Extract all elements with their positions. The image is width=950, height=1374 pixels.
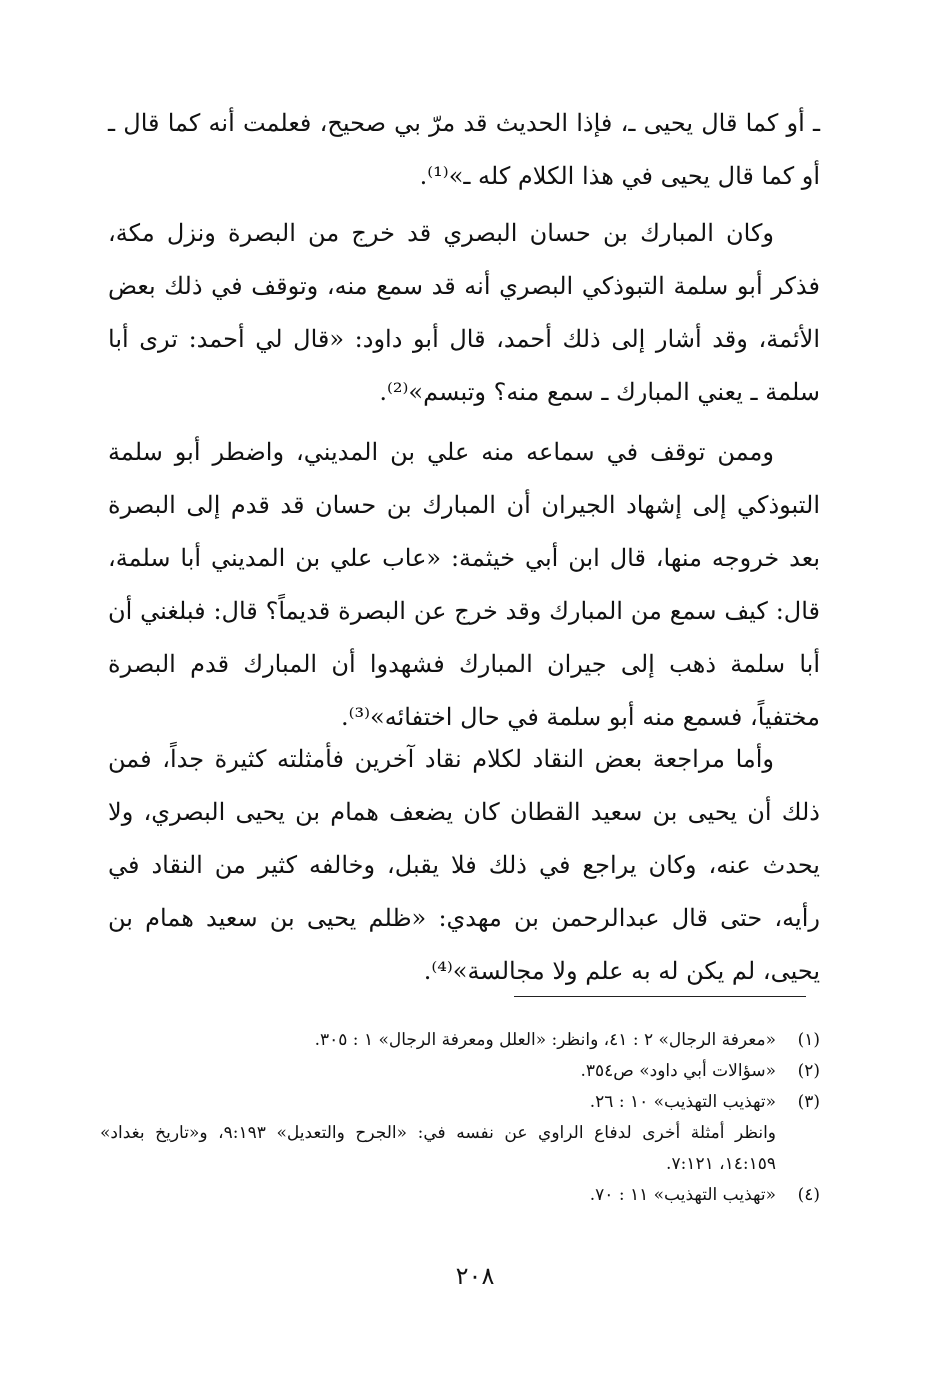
- paragraph-4: وأما مراجعة بعض النقاد لكلام نقاد آخرين فأمثلته كثيرة جداً، فمن ذلك أن يحيى بن سعيد القطان كان يضعف همام بن يحيى البصري، ولا يحدث عنه، وكان يراجع في ذلك فلا يقبل، وخالفه كثير من النقاد في رأيه، حتى قال عبدالرحمن بن مهدي: «ظلم يحيى بن سعيد همام بن يحيى، لم يكن له به علم ولا مجالسة»⁽⁴⁾.: [108, 745, 820, 985]
- footnotes: [100, 1025, 820, 1211]
- footnote-number: (٤): [797, 1185, 820, 1205]
- footnote-number: (٢): [797, 1061, 820, 1081]
- footnote-number: (١): [797, 1030, 820, 1050]
- paragraph-3: وممن توقف في سماعه منه علي بن المديني، واضطر أبو سلمة التبوذكي إلى إشهاد الجيران أن المبارك بن حسان قد قدم إلى البصرة بعد خروجه منها، قال ابن أبي خيثمة: «عاب علي بن المديني أبا سلمة، قال: كيف سمع من المبارك وقد خرج عن البصرة قديماً؟ قال: فبلغني أن أبا سلمة ذهب إلى جيران المبارك فشهدوا أن المبارك قدم البصرة مختفياً، فسمع منه أبو سلمة في حال اختفائه»⁽³⁾.: [108, 438, 820, 731]
- footnote-3: [100, 1087, 820, 1118]
- footnote-1: [100, 1025, 820, 1056]
- paragraph-1: ـ أو كما قال يحيى ـ، فإذا الحديث قد مرّ بي صحيح، فعلمت أنه كما قال ـ أو كما قال يحيى في هذا الكلام كله ـ»⁽¹⁾.: [108, 109, 820, 190]
- footnote-number: (٣): [797, 1092, 820, 1112]
- footnote-3-continuation: وانظر أمثلة أخرى لدفاع الراوي عن نفسه في: «الجرح والتعديل» ٩:١٩٣، و«تاريخ بغداد» ١٤:١٥٩، ٧:١٢١.: [100, 1123, 777, 1174]
- paragraph-2: وكان المبارك بن حسان البصري قد خرج من البصرة ونزل مكة، فذكر أبو سلمة التبوذكي البصري أنه قد سمع منه، وتوقف في ذلك بعض الأئمة، وقد أشار إلى ذلك أحمد، قال أبو داود: «قال لي أحمد: ترى أبا سلمة ـ يعني المبارك ـ سمع منه؟ وتبسم»⁽²⁾.: [108, 219, 820, 406]
- footnote-4: [100, 1180, 820, 1211]
- footnote-2: [100, 1056, 820, 1087]
- footnote-text: «معرفة الرجال» ٢ : ٤١، وانظر: «العلل ومعرفة الرجال» ١ : ٣٠٥.: [314, 1030, 776, 1050]
- footnote-text: «سؤالات أبي داود» ص٣٥٤.: [580, 1061, 776, 1081]
- page-number: ٢٠٨: [455, 1262, 495, 1290]
- footnote-text: «تهذيب التهذيب» ١١ : ٧٠.: [589, 1185, 776, 1205]
- footnote-separator: [514, 996, 806, 997]
- footnote-text: «تهذيب التهذيب» ١٠ : ٢٦.: [589, 1092, 776, 1112]
